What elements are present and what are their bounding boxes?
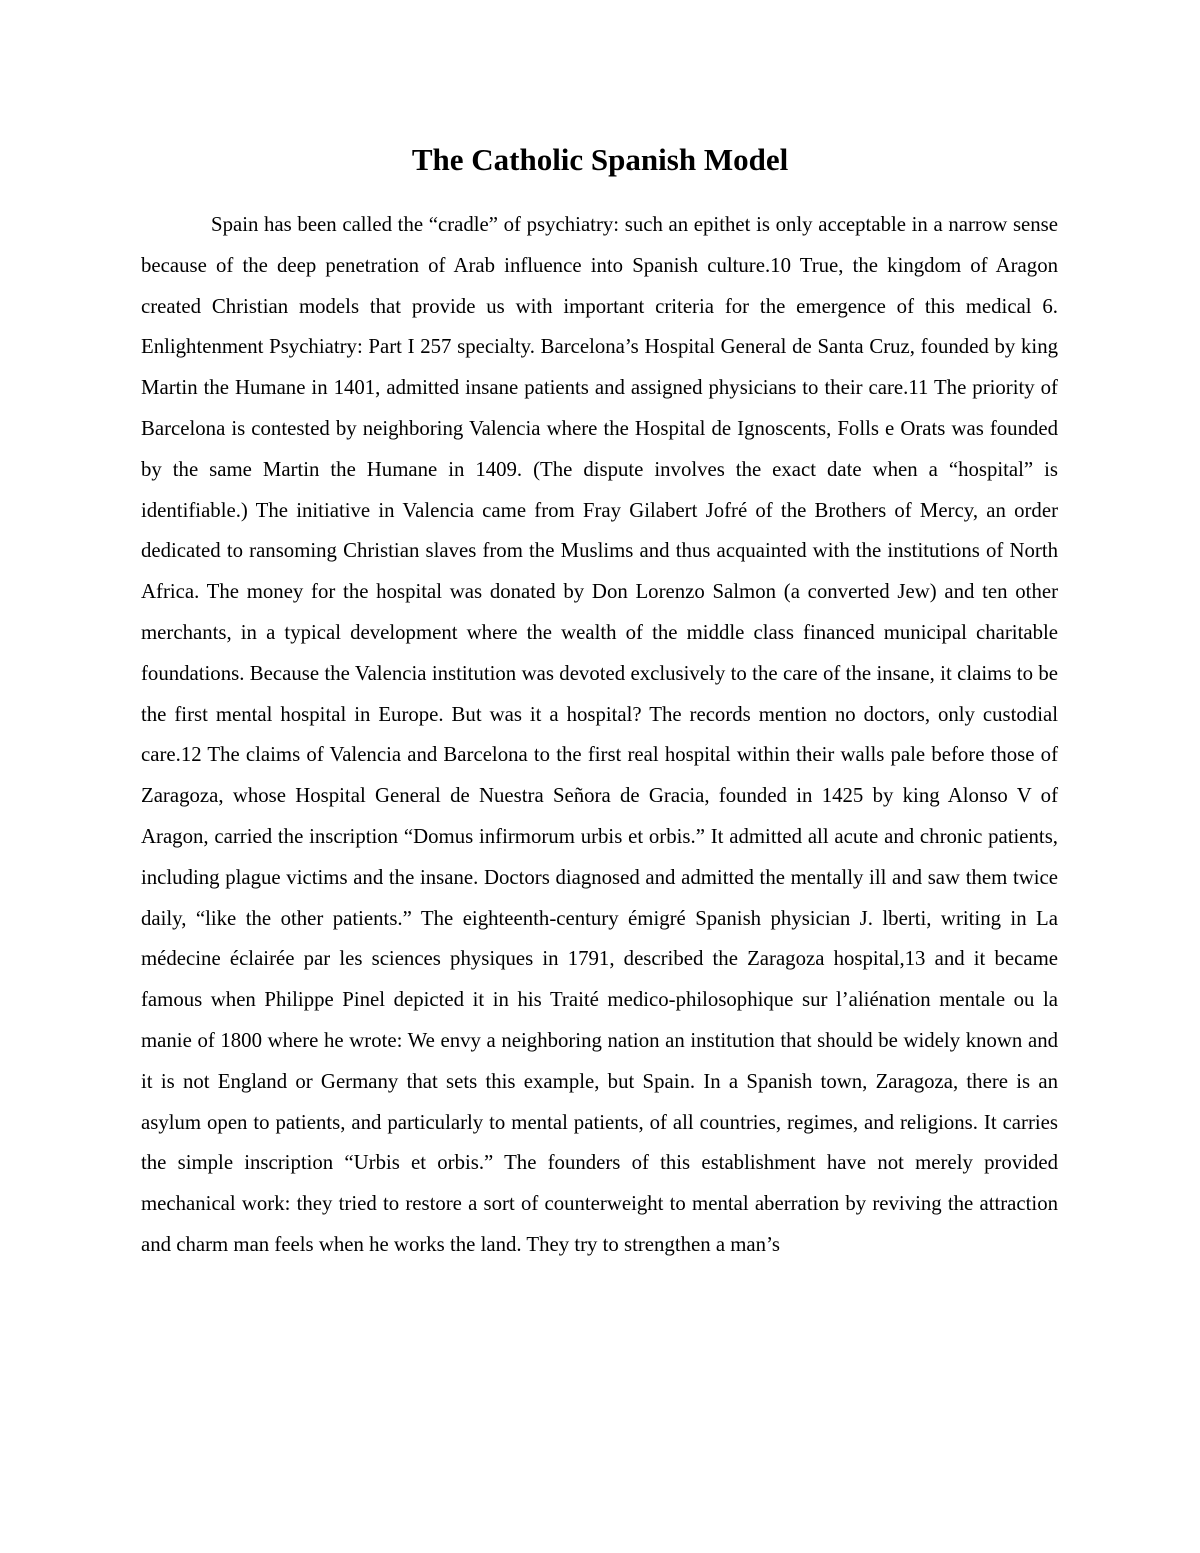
- body-paragraph: Spain has been called the “cradle” of psychiatry: such an epithet is only acceptable in a narrow sense because of the deep penetration of Arab influence into Spanish culture.10 True, the kingdom of Aragon created Christian models that provide us with important criteria for the emergence of this medical 6. Enlightenment Psychiatry: Part I 257 specialty. Barcelona’s Hospital General de Santa Cruz, founded by king Martin the Humane in 1401, admitted insane patients and assigned physicians to their care.11 The priority of Barcelona is contested by neighboring Valencia where the Hospital de Ignoscents, Folls e Orats was founded by the same Martin the Humane in 1409. (The dispute involves the exact date when a “hospital” is identifiable.) The initiative in Valencia came from Fray Gilabert Jofré of the Brothers of Mercy, an order dedicated to ransoming Christian slaves from the Muslims and thus acquainted with the institutions of North Africa. The money for the hospital was donated by Don Lorenzo Salmon (a converted Jew) and ten other merchants, in a typical development where the wealth of the middle class financed municipal charitable foundations. Because the Valencia institution was devoted exclusively to the care of the insane, it claims to be the first mental hospital in Europe. But was it a hospital? The records mention no doctors, only custodial care.12 The claims of Valencia and Barcelona to the first real hospital within their walls pale before those of Zaragoza, whose Hospital General de Nuestra Señora de Gracia, founded in 1425 by king Alonso V of Aragon, carried the inscription “Domus infirmorum urbis et orbis.” It admitted all acute and chronic patients, including plague victims and the insane. Doctors diagnosed and admitted the mentally ill and saw them twice daily, “like the other patients.” The eighteenth-century émigré Spanish physician J. lberti, writing in La médecine éclairée par les sciences physiques in 1791, described the Zaragoza hospital,13 and it became famous when Philippe Pinel depicted it in his Traité medico-philosophique sur l’aliénation mentale ou la manie of 1800 where he wrote: We envy a neighboring nation an institution that should be widely known and it is not England or Germany that sets this example, but Spain. In a Spanish town, Zaragoza, there is an asylum open to patients, and particularly to mental patients, of all countries, regimes, and religions. It carries the simple inscription “Urbis et orbis.” The founders of this establishment have not merely provided mechanical work: they tried to restore a sort of counterweight to mental aberration by reviving the attraction and charm man feels when he works the land. They try to strengthen a man’s: [141, 213, 1058, 1256]
- page-title: The Catholic Spanish Model: [411, 142, 789, 177]
